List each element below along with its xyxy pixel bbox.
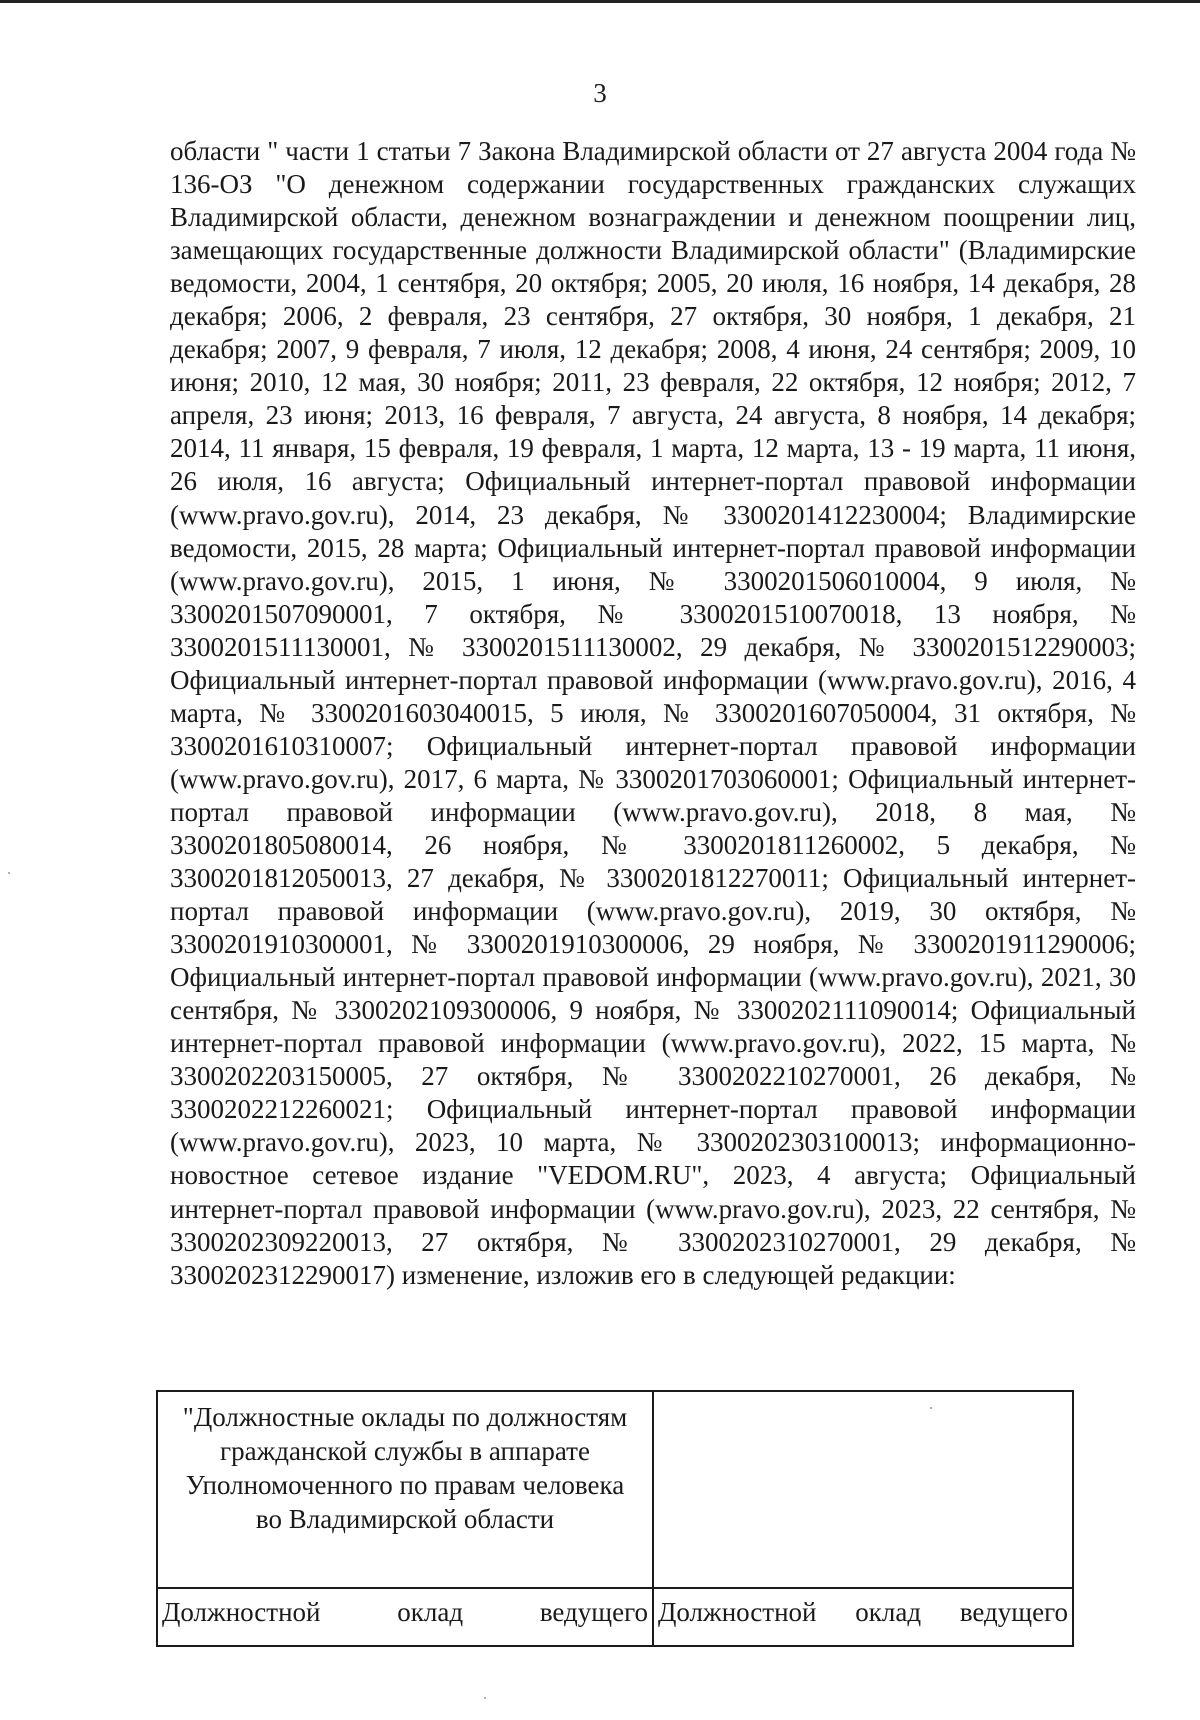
table-header-row xyxy=(157,1391,1073,1588)
scan-top-edge xyxy=(0,0,1200,3)
table-cell-word: Должностной xyxy=(162,1597,321,1627)
table-cell-word: оклад xyxy=(855,1597,922,1627)
table-cell-word: ведущего xyxy=(959,1597,1068,1627)
table-cell-text xyxy=(658,1595,1068,1629)
salary-table xyxy=(156,1390,1074,1647)
table-cell-text xyxy=(162,1595,648,1629)
table-header-line: гражданской службы в аппарате xyxy=(220,1436,590,1466)
table-header-line: Уполномоченного по правам человека xyxy=(185,1470,625,1500)
table-cell-word: оклад xyxy=(397,1597,464,1627)
table-row xyxy=(157,1588,1073,1646)
page-number: 3 xyxy=(593,78,607,108)
table-header-cell-right xyxy=(653,1391,1073,1588)
body-paragraph: области " части 1 статьи 7 Закона Владимирской области от 27 августа 2004 года № 136-ОЗ "О денежном содержании государственных гражданских служащих Владимирской области, денежном вознаграждении и денежном поощрении лиц, замещающих государственные должности Владимирской области" (Владимирские ведомости, 2004, 1 сентября, 20 октября; 2005, 20 июля, 16 ноября, 14 декабря, 28 декабря; 2006, 2 февраля, 23 сентября, 27 октября, 30 ноября, 1 декабря, 21 декабря; 2007, 9 февраля, 7 июля, 12 декабря; 2008, 4 июня, 24 сентября; 2009, 10 июня; 2010, 12 мая, 30 ноября; 2011, 23 февраля, 22 октября, 12 ноября; 2012, 7 апреля, 23 июня; 2013, 16 февраля, 7 августа, 24 августа, 8 ноября, 14 декабря; 2014, 11 января, 15 февраля, 19 февраля, 1 марта, 12 марта, 13 - 19 марта, 11 июня, 26 июля, 16 августа; Официальный интернет-портал правовой информации (www.pravo.gov.ru), 2014, 23 декабря, № 3300201412230004; Владимирские ведомости, 2015, 28 марта; Официальный интернет-портал правовой информации (www.pravo.gov.ru), 2015, 1 июня, № 3300201506010004, 9 июля, № 3300201507090001, 7 октября, № 3300201510070018, 13 ноября, № 3300201511130001, № 3300201511130002, 29 декабря, № 3300201512290003; Официальный интернет-портал правовой информации (www.pravo.gov.ru), 2016, 4 марта, № 3300201603040015, 5 июля, № 3300201607050004, 31 октября, № 3300201610310007; Официальный интернет-портал правовой информации (www.pravo.gov.ru), 2017, 6 марта, № 3300201703060001; Официальный интернет-портал правовой информации (www.pravo.gov.ru), 2018, 8 мая, № 3300201805080014, 26 ноября, № 3300201811260002, 5 декабря, № 3300201812050013, 27 декабря, № 3300201812270011; Официальный интернет-портал правовой информации (www.pravo.gov.ru), 2019, 30 октября, № 3300201910300001, № 3300201910300006, 29 ноября, № 3300201911290006; Официальный интернет-портал правовой информации (www.pravo.gov.ru), 2021, 30 сентября, № 3300202109300006, 9 ноября, № 3300202111090014; Официальный интернет-портал правовой информации (www.pravo.gov.ru), 2022, 15 марта, № 3300202203150005, 27 октября, № 3300202210270001, 26 декабря, № 3300202212260021; Официальный интернет-портал правовой информации (www.pravo.gov.ru), 2023, 10 марта, № 3300202303100013; информационно-новостное сетевое издание "VEDOM.RU", 2023, 4 августа; Официальный интернет-портал правовой информации (www.pravo.gov.ru), 2023, 22 сентября, № 3300202309220013, 27 октября, № 3300202310270001, 29 декабря, № 3300202312290017) изменение, изложив его в следующей редакции: xyxy=(170,136,1136,1290)
table-cell-right xyxy=(653,1588,1073,1646)
scan-speck xyxy=(930,1407,932,1409)
table-header-cell-left xyxy=(157,1391,653,1588)
table-header-line: во Владимирской области xyxy=(255,1504,555,1534)
scan-speck xyxy=(8,872,10,874)
table-header-line: "Должностные оклады по должностям xyxy=(182,1402,628,1432)
table-cell-left xyxy=(157,1588,653,1646)
table-cell-word: Должностной xyxy=(658,1597,817,1627)
scan-speck xyxy=(484,1697,486,1699)
table-cell-word: ведущего xyxy=(539,1597,648,1627)
